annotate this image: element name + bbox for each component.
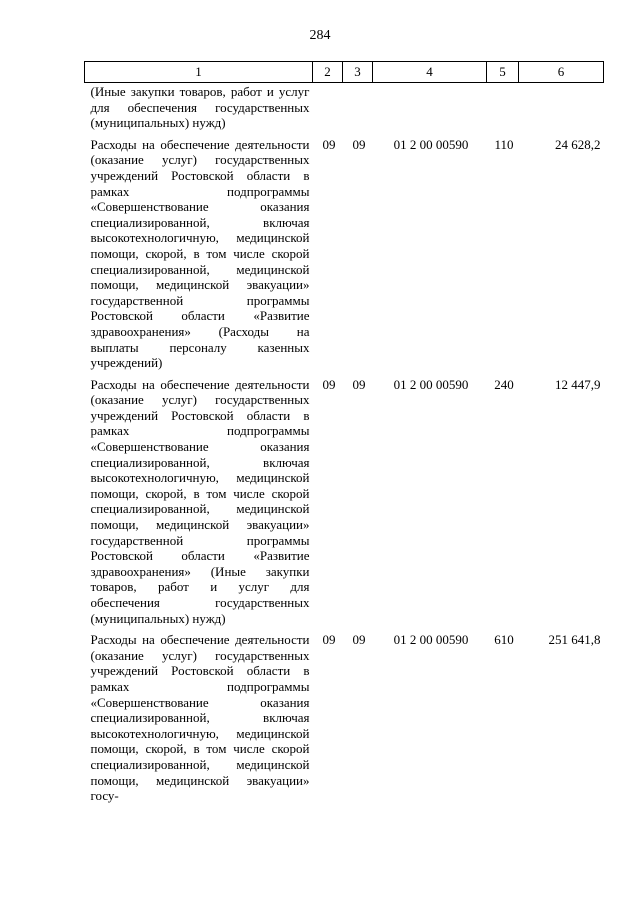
header-cell-5: 5	[487, 62, 519, 83]
row-description: Расходы на обеспечение деятельности (оказание услуг) государственных учреждений Ростовской области в рамках подпрограммы «Совершенствование оказания специализированной, включая высокотехнологичную, медицинской помощи, скорой, в том числе скорой специализированной, медицинской помощи, медицинской эвакуации» государственной программы Ростовской области «Развитие здравоохранения» (Иные закупки товаров, работ и услуг для обеспечения государственных (муниципальных) нужд)	[90, 376, 310, 626]
header-cell-2: 2	[313, 62, 343, 83]
row-expense-type: 240	[494, 376, 514, 392]
header-cell-3: 3	[343, 62, 373, 83]
header-cell-6: 6	[519, 62, 604, 83]
table-row	[85, 137, 604, 377]
header-row	[85, 62, 604, 83]
row-target-article: 01 2 00 00590	[393, 136, 469, 152]
continuation-description: (Иные закупки товаров, работ и услуг для обеспечения государственных (муниципальных) нужд)	[90, 84, 310, 131]
row-expense-type: 110	[494, 136, 514, 152]
header-cell-1: 1	[85, 62, 313, 83]
row-subsection-code: 09	[352, 376, 366, 392]
table-row-continuation	[85, 83, 604, 137]
row-amount: 12 447,9	[555, 376, 601, 392]
row-expense-type: 610	[494, 632, 514, 648]
row-target-article: 01 2 00 00590	[393, 632, 469, 648]
budget-table	[84, 61, 604, 810]
row-section-code: 09	[322, 376, 336, 392]
row-description: Расходы на обеспечение деятельности (оказание услуг) государственных учреждений Ростовской области в рамках подпрограммы «Совершенствование оказания специализированной, включая высокотехнологичную, медицинской помощи, скорой, в том числе скорой специализированной, медицинской помощи, медицинской эвакуации» государственной программы Ростовской области «Развитие здравоохранения» (Расходы на выплаты персоналу казенных учреждений)	[90, 136, 310, 371]
row-subsection-code: 09	[352, 632, 366, 648]
page-number: 284	[309, 28, 331, 43]
row-section-code: 09	[322, 632, 336, 648]
header-cell-4: 4	[373, 62, 487, 83]
table-row	[85, 632, 604, 810]
table-row	[85, 377, 604, 633]
row-section-code: 09	[322, 136, 336, 152]
row-subsection-code: 09	[352, 136, 366, 152]
row-target-article: 01 2 00 00590	[393, 376, 469, 392]
row-amount: 251 641,8	[548, 632, 601, 648]
row-description: Расходы на обеспечение деятельности (оказание услуг) государственных учреждений Ростовской области в рамках подпрограммы «Совершенствование оказания специализированной, включая высокотехнологичную, медицинской помощи, скорой, в том числе скорой специализированной, медицинской помощи, медицинской эвакуации» госу-	[90, 632, 310, 804]
row-amount: 24 628,2	[555, 136, 601, 152]
